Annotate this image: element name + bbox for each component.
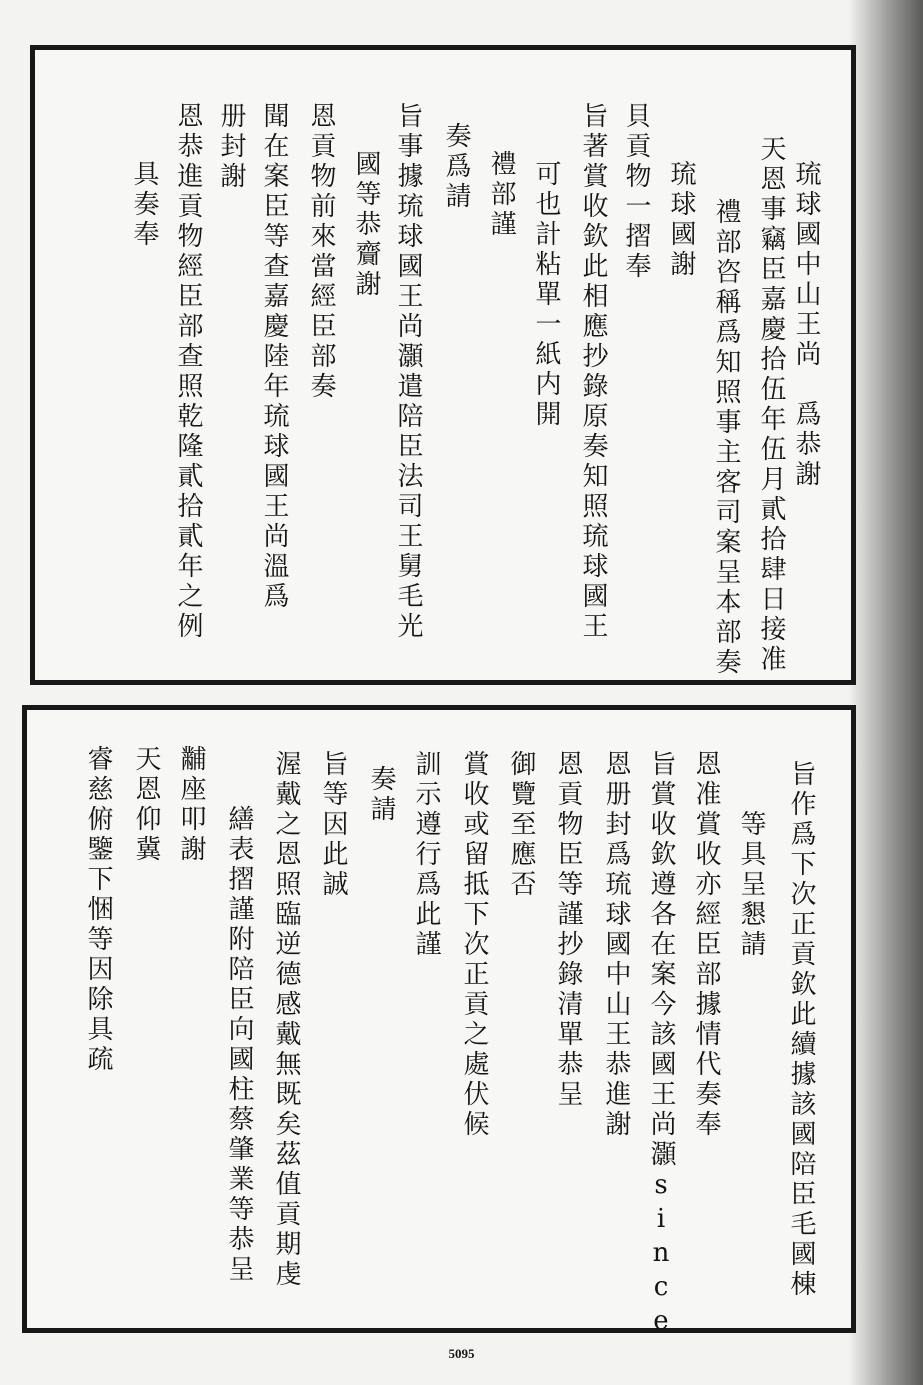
text-column: 賞收或留抵下次正貢之處伏候 [459,750,489,1140]
page-number: 5095 [448,1346,475,1361]
text-column: 可也計粘單一紙内開 [531,160,561,430]
text-column: 國等恭齎謝 [351,150,381,300]
text-column: 聞在案臣等查嘉慶陸年琉球國王尚溫爲 [259,102,289,612]
text-column: 恩册封爲琉球國中山王恭進謝 [601,750,631,1140]
text-column: 貝貢物一摺奉 [621,102,651,282]
text-column: 天恩事竊臣嘉慶拾伍年伍月貳拾肆日接准 [756,135,786,675]
text-column: 恩貢物前來當經臣部奏 [306,102,336,402]
text-column: 旨作爲下次正貢欽此續據該國陪臣毛國棟 [786,760,816,1300]
text-column: 恩恭進貢物經臣部查照乾隆貳拾貳年之例 [173,102,203,642]
lower-document-panel [22,705,856,1340]
text-column: 旨賞收欽遵各在案今該國王尚灝since [646,750,676,1340]
text-column: 旨事據琉球國王尚灝遣陪臣法司王舅毛光 [393,102,423,642]
text-column: 琉球國中山王尚 爲恭謝 [791,160,821,490]
text-column: 琉球國謝 [666,160,696,280]
text-column: 繕表摺謹附陪臣向國柱蔡肇業等恭呈 [224,805,254,1285]
text-column: 具奏奉 [129,160,159,250]
text-column: 旨等因此誠 [318,750,348,900]
binding-shadow [848,0,923,1385]
text-column: 禮部咨稱爲知照事主客司案呈本部奏 [711,198,741,678]
text-column: 御覽至應否 [506,750,536,900]
text-column: 册封謝 [216,102,246,192]
text-column: 等具呈懇請 [736,810,766,960]
text-column: 禮部謹 [486,150,516,240]
text-column: 旨著賞收欽此相應抄錄原奏知照琉球國王 [578,102,608,642]
text-column: 奏爲請 [441,122,471,212]
text-column: 恩准賞收亦經臣部據情代奏奉 [691,750,721,1140]
text-column: 天恩仰冀 [131,745,161,865]
text-column: 黼座叩謝 [176,745,206,865]
text-column: 渥戴之恩照臨逆德感戴無既矣茲值貢期虔 [271,750,301,1290]
text-column: 奏請 [366,765,396,825]
upper-document-panel [30,45,856,685]
text-column: 恩貢物臣等謹抄錄清單恭呈 [553,750,583,1110]
text-column: 訓示遵行爲此謹 [411,750,441,960]
text-column: 睿慈俯鑒下悃等因除具疏 [83,745,113,1075]
